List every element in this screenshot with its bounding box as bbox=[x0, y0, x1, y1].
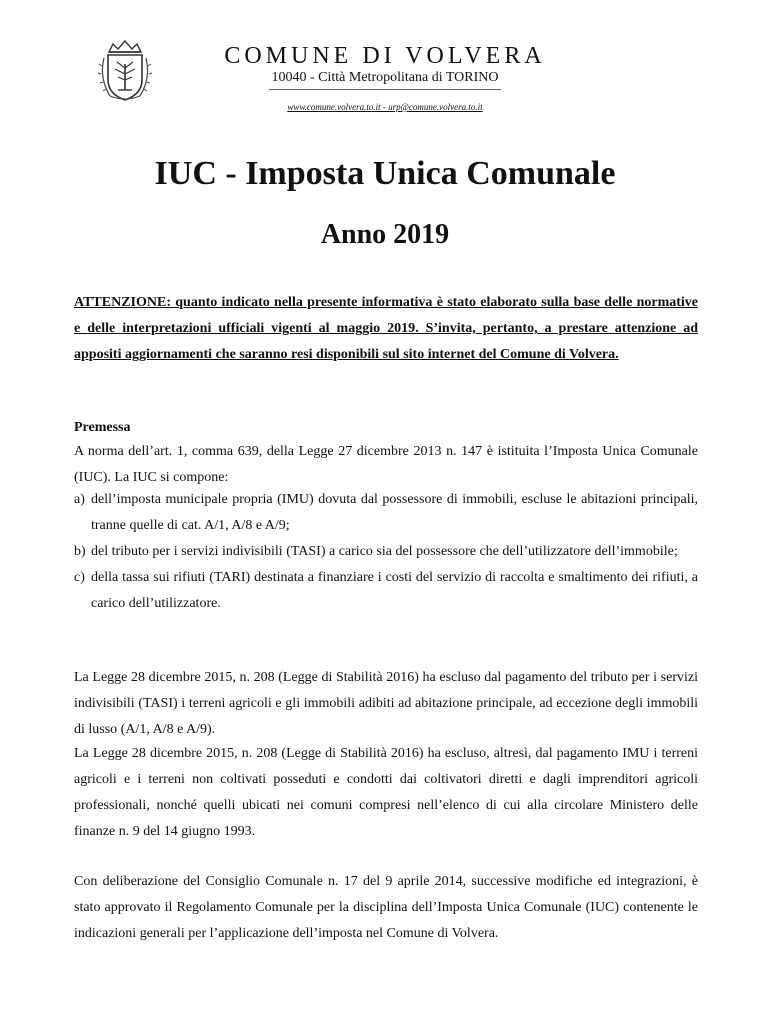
paragraph-imu-exclusion: La Legge 28 dicembre 2015, n. 208 (Legge di Stabilità 2016) ha escluso, altresì, dal pagamento IMU i terreni agricoli e i terreni non coltivati posseduti e condotti dai coltivatori diretti e dagli imprenditori agricoli professionali, nonché quelli ubicati nei comuni compresi nell’elenco di cui alla circolare Ministero delle finanze n. 9 del 14 giugno 1993. bbox=[74, 746, 698, 839]
coat-of-arms-icon bbox=[96, 38, 154, 104]
attention-notice: ATTENZIONE: quanto indicato nella presente informativa è stato elaborato sulla base delle normative e delle interpretazioni ufficiali vigenti al maggio 2019. S’invita, pertanto, a prestare attenzione ad appositi aggiornamenti che saranno resi disponibili sul sito internet del Comune di Volvera. bbox=[74, 295, 698, 362]
document-year: Anno 2019 bbox=[320, 219, 450, 250]
list-item bbox=[74, 539, 698, 565]
website-email-link[interactable]: www.comune.volvera.to.it - urp@comune.volvera.to.it bbox=[287, 102, 483, 112]
list-marker: c) bbox=[74, 570, 85, 585]
list-marker: a) bbox=[74, 492, 85, 507]
list-item-text: del tributo per i servizi indivisibili (TASI) a carico sia del possessore che dell’utilizzatore dell’immobile; bbox=[91, 544, 678, 559]
premessa-heading: Premessa bbox=[74, 420, 131, 435]
premessa-intro: A norma dell’art. 1, comma 639, della Legge 27 dicembre 2013 n. 147 è istituita l’Imposta Unica Comunale (IUC). La IUC si compone: bbox=[74, 444, 698, 485]
paragraph-tasi-exclusion: La Legge 28 dicembre 2015, n. 208 (Legge di Stabilità 2016) ha escluso dal pagamento del tributo per i servizi indivisibili (TASI) i terreni agricoli e gli immobili adibiti ad abitazione principale, ad eccezione degli immobili di lusso (A/1, A/8 e A/9). bbox=[74, 670, 698, 737]
list-item bbox=[74, 487, 698, 539]
iuc-components-list bbox=[74, 487, 698, 617]
document-title: IUC - Imposta Unica Comunale bbox=[154, 155, 616, 192]
list-marker: b) bbox=[74, 544, 86, 559]
list-item-text: dell’imposta municipale propria (IMU) dovuta dal possessore di immobili, escluse le abitazioni principali, tranne quelle di cat. A/1, A/8 e A/9; bbox=[91, 492, 698, 533]
comune-address: 10040 - Città Metropolitana di TORINO bbox=[271, 70, 499, 85]
paragraph-regolamento: Con deliberazione del Consiglio Comunale n. 17 del 9 aprile 2014, successive modifiche ed integrazioni, è stato approvato il Regolamento Comunale per la disciplina dell’Imposta Unica Comunale (IUC) contenente le indicazioni generali per l’applicazione dell’imposta nel Comune di Volvera. bbox=[74, 874, 698, 941]
list-item bbox=[74, 565, 698, 617]
comune-name: COMUNE DI VOLVERA bbox=[224, 43, 546, 69]
list-item-text: della tassa sui rifiuti (TARI) destinata a finanziare i costi del servizio di raccolta e smaltimento dei rifiuti, a carico dell’utilizzatore. bbox=[91, 570, 698, 611]
header-divider bbox=[269, 89, 501, 90]
letterhead bbox=[175, 42, 595, 112]
